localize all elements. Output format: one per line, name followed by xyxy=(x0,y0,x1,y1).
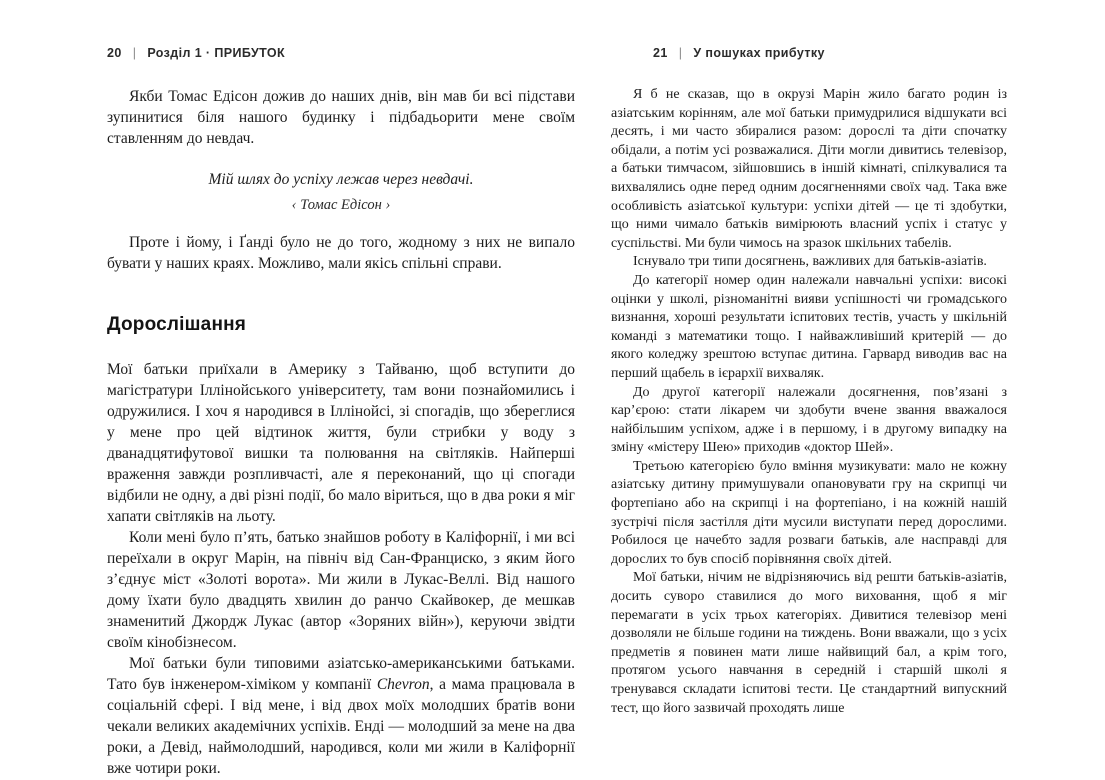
text-segment: До категорії номер один належали навчальні успіхи: високі оцінки у школі, різноманітні вияви успішності чи громадського визнання, хороші результати іспитових тестів, участь у шкільній команді з математики тощо. І найважливіший критерій — до якого коледжу зрештою вступає дитина. Гарвард виводив вас на перший щабель в ієрархії вихваляк. xyxy=(611,272,1007,381)
body-paragraph xyxy=(107,232,575,274)
header-divider: | xyxy=(678,46,683,60)
page-number: 20 xyxy=(107,46,122,60)
page-body-left xyxy=(107,86,575,779)
text-segment: Мої батьки приїхали в Америку з Тайваню, щоб вступити до магістратури Іллінойського університету, там вони познайомились і одружилися. І хоч я народився в Іллінойсі, зі спогадів, що збереглися у мене про цей відтинок життя, були стрибки у воду з дванадцятифутової вишки та полювання на світляків. Найперші враження завжди розпливчасті, але я переконаний, що ці спогади відбили не одну, а дві різні події, бо мало віриться, що в два роки я міг хапати світляків на льоту. xyxy=(107,361,575,525)
running-title: Розділ 1 · ПРИБУТОК xyxy=(147,46,285,60)
text-segment: , а мама працювала в соціальній сфері. І від мене, і від двох моїх молодших братів вони чекали великих академічних успіхів. Енді — молодший за мене на два роки, а Девід, наймолодший, народився, коли ми жили в Каліфорнії вже чотири роки. xyxy=(107,676,575,777)
body-paragraph xyxy=(107,359,575,527)
text-segment: Мої батьки, нічим не відрізняючись від решти батьків-азіатів, досить суворо ставилися до мого виховання, щоб я міг перемагати в усіх трьох категоріях. Дивитися телевізор мені дозволяли не більше години на тиждень. Вони вважали, що з усіх предметів я повинен мати лише найвищий бал, а крім того, протягом усього навчання в середній і старшій школі я тренувався складати іспитові тести. Це стандартний випускний тест, що його зазвичай проходять лише xyxy=(611,570,1007,716)
text-segment: Якби Томас Едісон дожив до наших днів, він мав би всі підстави зупинитися біля нашого будинку і підбадьорити мене своїм ставленням до невдач. xyxy=(107,88,575,147)
header-divider: | xyxy=(132,46,137,60)
italic-text: Chevron xyxy=(376,676,430,693)
body-paragraph xyxy=(107,527,575,653)
body-paragraph xyxy=(611,272,1007,384)
quote-attribution: ‹ Томас Едісон › xyxy=(291,197,391,213)
running-title: У пошуках прибутку xyxy=(693,46,825,60)
page-right xyxy=(611,46,1007,718)
quote-text: Мій шлях до успіху лежав через невдачі. xyxy=(208,171,474,188)
page-left xyxy=(107,46,575,779)
text-segment: Проте і йому, і Ґанді було не до того, жодному з них не випало бувати у наших краях. Можливо, мали якісь спільні справи. xyxy=(107,234,575,272)
text-segment: Існувало три типи досягнень, важливих для батьків-азіатів. xyxy=(633,254,987,270)
text-segment: Коли мені було п’ять, батько знайшов роботу в Каліфорнії, і ми всі переїхали в округ Марін, на північ від Сан-Франциско, з яким його з’єднує міст «Золоті ворота». Ми жили в Лукас-Веллі. Від нашого дому їхати було двадцять хвилин до ранчо Скайвокер, де мешкав знаменитий Джордж Лукас (автор «Зоряних війн»), керуючи звідти своїм кінобізнесом. xyxy=(107,529,575,651)
text-segment: Мої батьки були типовими азіатсько-американськими батьками. Тато був інженером-хіміком у компанії xyxy=(107,655,575,693)
text-segment: Я б не сказав, що в окрузі Марін жило багато родин із азіатським корінням, але мої батьки примудрилися відшукати всі десять, і ми часто збиралися разом: дорослі та діти спочатку обідали, а потім усі розважалися. Діти могли дивитись телевізор, а батьки тимчасом, зійшовшись в іншій кімнаті, спілкувалися та вихвалялись одне перед одним досягненнями своїх чад. Така вже особливість азіатської культури: успіхи дітей — це ті здобутки, що ними чимало батьків вимірюють власний успіх і статус у суспільстві. Ми були чимось на зразок шкільних табелів. xyxy=(611,87,1007,251)
text-segment: До другої категорії належали досягнення, пов’язані з кар’єрою: стати лікарем чи здобути вчене звання вважалося найбільшим успіхом, адже і в першому, і в другому випадку на зміну «містеру Шею» приходив «доктор Шей». xyxy=(611,384,1007,456)
page-header-right xyxy=(611,46,1007,60)
epigraph-quote xyxy=(107,169,575,214)
section-heading: Дорослішання xyxy=(107,314,247,335)
page-number: 21 xyxy=(653,46,668,60)
body-paragraph xyxy=(611,86,1007,253)
page-header-left xyxy=(107,46,575,60)
body-paragraph xyxy=(611,253,1007,272)
body-paragraph xyxy=(611,458,1007,570)
body-paragraph xyxy=(107,653,575,779)
body-paragraph xyxy=(611,569,1007,718)
text-segment: Третьою категорією було вміння музикувати: мало не кожну азіатську дитину примушували опановувати гру на скрипці чи фортепіано або на скрипці і на фортепіано, і на кожній нашій зустрічі після застілля діти мусили виступати перед дорослими. Робилося це начебто задля розваги батьків, але насправді для дорослих то був спосіб порівняння своїх дітей. xyxy=(611,458,1007,567)
body-paragraph xyxy=(611,384,1007,458)
body-paragraph xyxy=(107,86,575,149)
page-body-right xyxy=(611,86,1007,718)
